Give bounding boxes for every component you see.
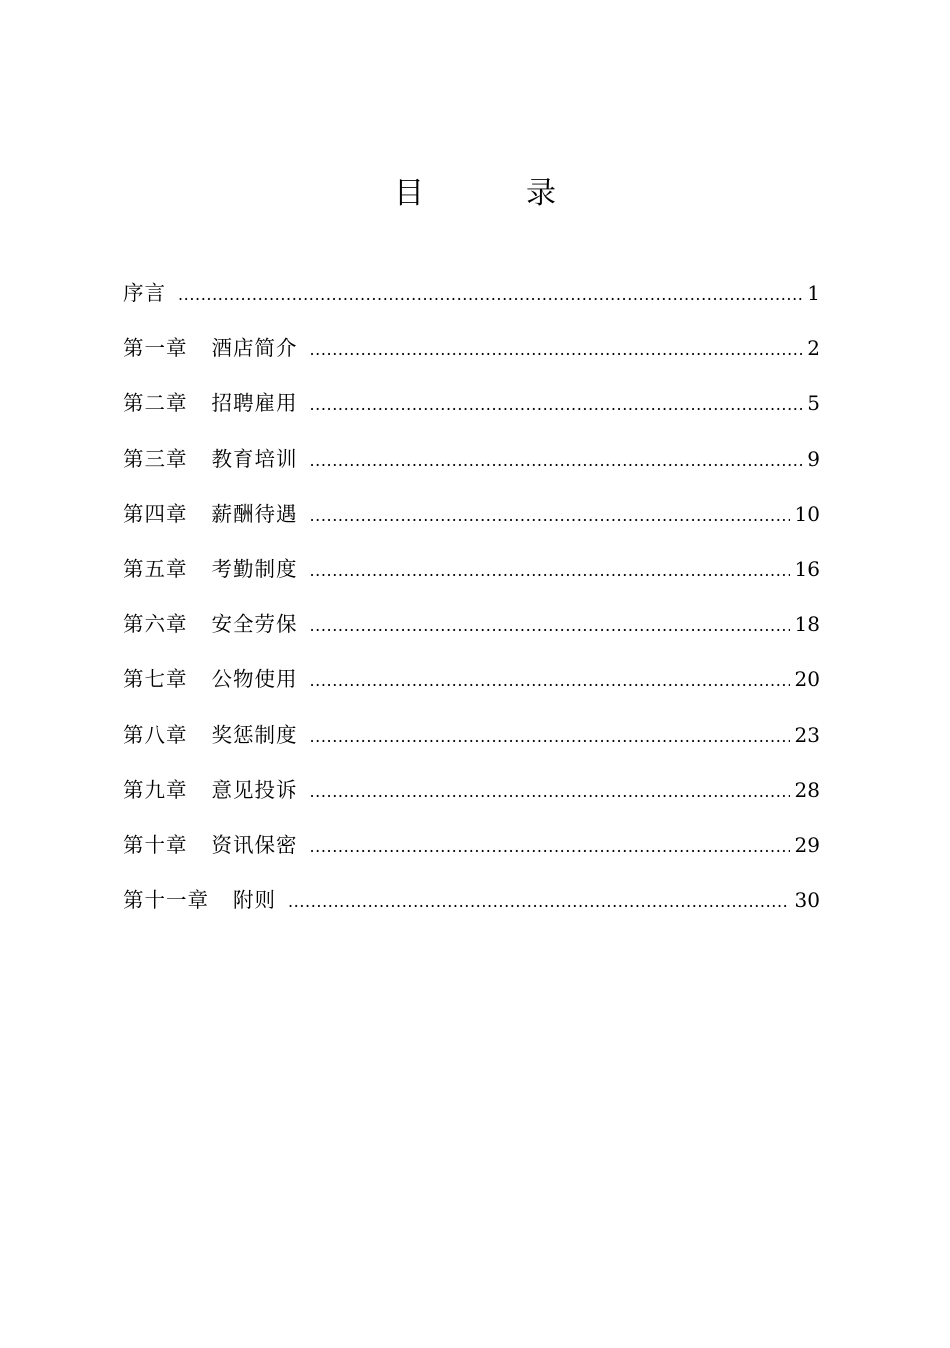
toc-entry-title: 附则 — [233, 888, 276, 913]
toc-entry — [123, 327, 820, 382]
toc-leader-dots — [310, 550, 790, 592]
toc-entry-page: 1 — [807, 281, 820, 305]
toc-entry — [123, 438, 820, 493]
toc-entry-chapter: 第二章 — [123, 391, 188, 416]
toc-entry — [123, 272, 820, 327]
toc-entry-title: 教育培训 — [211, 446, 298, 471]
toc-leader-dots — [310, 329, 803, 371]
toc-entry-chapter: 第六章 — [123, 612, 188, 637]
toc-entry — [123, 769, 820, 824]
toc-entry-title: 意见投诉 — [211, 777, 298, 802]
toc-entry — [123, 714, 820, 769]
toc-entry-chapter: 第八章 — [123, 722, 188, 747]
toc-entry — [123, 824, 820, 879]
toc-entry-label — [123, 382, 298, 424]
toc-entry — [123, 879, 820, 934]
toc-entry — [123, 493, 820, 548]
toc-entry — [123, 548, 820, 603]
toc-entry-chapter: 第一章 — [123, 336, 188, 361]
toc-entry-chapter: 第十一章 — [123, 888, 209, 913]
toc-entry-chapter: 第三章 — [123, 446, 188, 471]
toc-entry-title: 资讯保密 — [211, 832, 298, 857]
toc-title: 目 录 — [394, 176, 592, 211]
toc-entry-chapter: 第五章 — [123, 556, 188, 581]
toc-entry-label — [123, 438, 298, 480]
toc-entry-title: 考勤制度 — [211, 556, 298, 581]
toc-entry-title: 薪酬待遇 — [211, 501, 298, 526]
toc-leader-dots — [310, 605, 790, 647]
toc-entry-label — [123, 327, 298, 369]
toc-entry-page: 20 — [794, 667, 820, 692]
toc-entry-label — [123, 493, 298, 535]
toc-leader-dots — [310, 826, 790, 868]
toc-entry-page: 10 — [794, 501, 820, 526]
toc-entry-title: 奖惩制度 — [211, 722, 298, 747]
toc-entry-page: 28 — [794, 777, 820, 802]
toc-entry-title: 安全劳保 — [211, 612, 298, 637]
toc-leader-dots — [310, 440, 803, 482]
toc-entry-label — [123, 714, 298, 756]
toc-entry-label — [123, 548, 298, 590]
toc-entry-title: 招聘雇用 — [211, 391, 298, 416]
toc-entry — [123, 658, 820, 713]
toc-entry-page: 5 — [807, 391, 820, 416]
toc-entry-title: 公物使用 — [211, 667, 298, 692]
toc-entry-page: 16 — [794, 556, 820, 581]
toc-entry-label — [123, 658, 298, 700]
toc-entry-chapter: 第四章 — [123, 501, 188, 526]
toc-entry-label — [123, 603, 298, 645]
toc-entry-page: 23 — [794, 722, 820, 747]
toc-entry-page: 9 — [807, 446, 820, 471]
toc-entry-title: 酒店简介 — [211, 336, 298, 361]
toc-entry-page: 29 — [794, 832, 820, 857]
toc-entry-chapter: 序言 — [123, 281, 166, 305]
toc-entry-chapter: 第九章 — [123, 777, 188, 802]
toc-entry-label — [123, 272, 166, 314]
toc-entry-label — [123, 879, 276, 921]
toc-entry — [123, 382, 820, 437]
toc-leader-dots — [288, 881, 790, 923]
toc-entry-label — [123, 824, 298, 866]
toc-leader-dots — [310, 495, 790, 537]
toc-list — [123, 272, 820, 934]
toc-leader-dots — [310, 716, 790, 758]
toc-entry-chapter: 第十章 — [123, 832, 188, 857]
toc-entry-chapter: 第七章 — [123, 667, 188, 692]
toc-entry — [123, 603, 820, 658]
toc-leader-dots — [310, 384, 803, 426]
toc-entry-page: 18 — [794, 612, 820, 637]
toc-entry-page: 30 — [794, 888, 820, 913]
toc-leader-dots — [178, 274, 802, 316]
toc-entry-label — [123, 769, 298, 811]
toc-leader-dots — [310, 660, 790, 702]
toc-entry-page: 2 — [807, 336, 820, 361]
toc-leader-dots — [310, 771, 790, 813]
